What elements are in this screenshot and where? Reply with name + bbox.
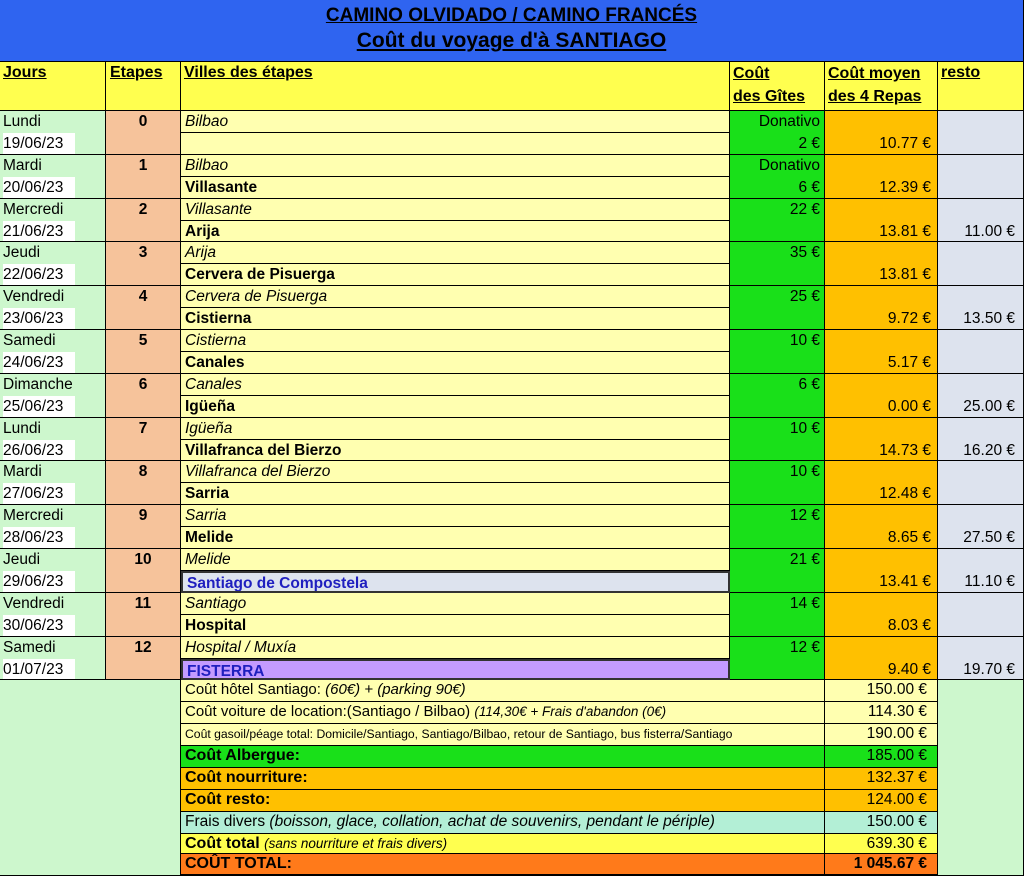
col-header-etapes: Etapes — [106, 62, 181, 111]
summary-albergue-amount: 185.00 € — [825, 746, 938, 768]
day-name: Mardi — [3, 463, 42, 480]
gite-note: Donativo — [758, 113, 820, 130]
gite-amount: 12 € — [789, 639, 820, 656]
summary-divers-text: Frais divers — [185, 813, 270, 830]
resto-cost: 11.00 € — [938, 199, 1024, 242]
summary-total-amount: 639.30 € — [825, 834, 938, 854]
day-date: 20/06/23 — [3, 177, 75, 199]
day-cell — [0, 155, 106, 199]
repas-cost: 8.65 € — [825, 505, 938, 549]
gite-amount: 6 € — [798, 376, 820, 393]
etape-number: 12 — [106, 637, 181, 680]
day-name: Vendredi — [3, 288, 65, 305]
day-cell — [0, 374, 106, 418]
summary-hotel-text: Coût hôtel Santiago: — [185, 681, 326, 698]
resto-cost: 27.50 € — [938, 505, 1024, 549]
city-from: Arija — [181, 242, 730, 264]
day-name: Jeudi — [3, 551, 41, 568]
sheet-title — [0, 0, 1024, 62]
day-cell — [0, 330, 106, 374]
gite-cost — [730, 155, 825, 199]
etape-number: 2 — [106, 199, 181, 242]
resto-cost: 11.10 € — [938, 549, 1024, 593]
summary-voiture-label — [181, 702, 825, 724]
resto-cost: 25.00 € — [938, 374, 1024, 418]
summary-total-text: Coût total — [185, 835, 265, 852]
day-name: Samedi — [3, 639, 56, 656]
city-from: Hospital / Muxía — [181, 637, 730, 659]
day-date: 22/06/23 — [3, 264, 75, 286]
col-header-repas-l1: Coût moyen — [828, 65, 921, 82]
summary-total-label — [181, 834, 825, 854]
city-from: Igüeña — [181, 418, 730, 440]
day-name: Mercredi — [3, 507, 64, 524]
city-to — [181, 133, 730, 155]
gite-cost — [730, 286, 825, 330]
city-to: Hospital — [181, 615, 730, 637]
day-name: Mardi — [3, 157, 42, 174]
etape-number: 7 — [106, 418, 181, 461]
city-from: Melide — [181, 549, 730, 571]
repas-cost: 9.72 € — [825, 286, 938, 330]
repas-cost: 5.17 € — [825, 330, 938, 374]
summary-voiture-detail: (114,30€ + Frais d'abandon (0€) — [474, 704, 667, 719]
day-name: Mercredi — [3, 201, 64, 218]
gite-cost — [730, 330, 825, 374]
day-cell — [0, 111, 106, 155]
summary-voiture-text: Coût voiture de location:(Santiago / Bilbao) — [185, 703, 475, 720]
gite-amount: 35 € — [789, 244, 820, 261]
summary-resto-amount: 124.00 € — [825, 790, 938, 812]
gite-amount: 12 € — [789, 507, 820, 524]
etape-number: 4 — [106, 286, 181, 330]
title-line-1: CAMINO OLVIDADO / CAMINO FRANCÉS — [325, 5, 698, 26]
city-from: Cistierna — [181, 330, 730, 352]
summary-right-filler — [938, 680, 1024, 876]
gite-amount: 10 € — [789, 463, 820, 480]
city-from: Canales — [181, 374, 730, 396]
city-from: Villafranca del Bierzo — [181, 461, 730, 483]
summary-hotel-detail: (60€) + (parking 90€) — [325, 681, 466, 698]
etape-number: 0 — [106, 111, 181, 155]
gite-amount: 10 € — [789, 420, 820, 437]
summary-divers-amount: 150.00 € — [825, 812, 938, 834]
title-line-2: Coût du voyage d'à SANTIAGO — [356, 29, 667, 52]
repas-cost: 13.81 € — [825, 242, 938, 286]
city-from: Santiago — [181, 593, 730, 615]
col-header-gites — [730, 62, 825, 111]
day-date: 01/07/23 — [3, 659, 75, 680]
gite-cost — [730, 242, 825, 286]
day-name: Vendredi — [3, 595, 65, 612]
city-to: Villasante — [181, 177, 730, 199]
etape-number: 11 — [106, 593, 181, 637]
gite-amount: 10 € — [789, 332, 820, 349]
etape-number: 10 — [106, 549, 181, 593]
repas-cost: 12.48 € — [825, 461, 938, 505]
summary-hotel-amount: 150.00 € — [825, 680, 938, 702]
col-header-gites-l2: des Gîtes — [733, 88, 806, 105]
gite-cost — [730, 637, 825, 680]
etape-number: 6 — [106, 374, 181, 418]
summary-total-detail: (sans nourriture et frais divers) — [264, 836, 448, 851]
gite-amount: 25 € — [789, 288, 820, 305]
etape-number: 9 — [106, 505, 181, 549]
resto-cost — [938, 330, 1024, 374]
resto-cost — [938, 593, 1024, 637]
summary-nourriture-label: Coût nourriture: — [181, 768, 825, 790]
city-to: Canales — [181, 352, 730, 374]
day-cell — [0, 286, 106, 330]
city-to: Santiago de Compostela — [181, 571, 730, 593]
gite-cost — [730, 199, 825, 242]
day-date: 21/06/23 — [3, 221, 75, 242]
city-from: Cervera de Pisuerga — [181, 286, 730, 308]
gite-amount: 22 € — [789, 201, 820, 218]
gite-amount: 2 € — [798, 135, 820, 152]
col-header-repas — [825, 62, 938, 111]
repas-cost: 10.77 € — [825, 111, 938, 155]
resto-cost — [938, 242, 1024, 286]
summary-grand-total-label: COÛT TOTAL: — [181, 854, 825, 876]
summary-voiture-amount: 114.30 € — [825, 702, 938, 724]
day-name: Jeudi — [3, 244, 41, 261]
day-cell — [0, 242, 106, 286]
day-name: Lundi — [3, 113, 41, 130]
repas-cost: 9.40 € — [825, 637, 938, 680]
summary-gasoil-label: Coût gasoil/péage total: Domicile/Santiago, Santiago/Bilbao, retour de Santiago, bus fisterra/Santiago — [181, 724, 825, 746]
summary-albergue-label: Coût Albergue: — [181, 746, 825, 768]
etape-number: 8 — [106, 461, 181, 505]
day-date: 25/06/23 — [3, 396, 75, 418]
gite-cost — [730, 549, 825, 593]
repas-cost: 8.03 € — [825, 593, 938, 637]
gite-cost — [730, 111, 825, 155]
city-from: Villasante — [181, 199, 730, 221]
summary-resto-label: Coût resto: — [181, 790, 825, 812]
etape-number: 3 — [106, 242, 181, 286]
city-to: Cistierna — [181, 308, 730, 330]
resto-cost — [938, 461, 1024, 505]
repas-cost: 14.73 € — [825, 418, 938, 461]
gite-amount: 14 € — [789, 595, 820, 612]
summary-divers-label — [181, 812, 825, 834]
gite-note: Donativo — [758, 157, 820, 174]
gite-cost — [730, 593, 825, 637]
city-to: Sarria — [181, 483, 730, 505]
day-date: 24/06/23 — [3, 352, 75, 374]
summary-gasoil-amount: 190.00 € — [825, 724, 938, 746]
summary-left-filler — [0, 680, 181, 876]
day-name: Dimanche — [3, 376, 73, 393]
col-header-jours: Jours — [0, 62, 106, 111]
day-cell — [0, 637, 106, 680]
city-to: FISTERRA — [181, 659, 730, 680]
col-header-villes: Villes des étapes — [181, 62, 730, 111]
col-header-repas-l2: des 4 Repas — [828, 88, 922, 105]
city-to: Villafranca del Bierzo — [181, 440, 730, 461]
etape-number: 1 — [106, 155, 181, 199]
day-cell — [0, 549, 106, 593]
resto-cost — [938, 111, 1024, 155]
summary-nourriture-amount: 132.37 € — [825, 768, 938, 790]
gite-cost — [730, 505, 825, 549]
day-cell — [0, 593, 106, 637]
repas-cost: 13.81 € — [825, 199, 938, 242]
day-date: 30/06/23 — [3, 615, 75, 637]
city-to: Arija — [181, 221, 730, 242]
day-date: 29/06/23 — [3, 571, 75, 593]
day-date: 26/06/23 — [3, 440, 75, 461]
resto-cost — [938, 155, 1024, 199]
resto-cost: 19.70 € — [938, 637, 1024, 680]
gite-cost — [730, 418, 825, 461]
city-to: Melide — [181, 527, 730, 549]
day-name: Samedi — [3, 332, 56, 349]
col-header-gites-l1: Coût — [733, 65, 770, 82]
repas-cost: 12.39 € — [825, 155, 938, 199]
day-date: 23/06/23 — [3, 308, 75, 330]
etape-number: 5 — [106, 330, 181, 374]
day-cell — [0, 199, 106, 242]
summary-divers-detail: (boisson, glace, collation, achat de souvenirs, pendant le périple) — [269, 813, 715, 830]
gite-amount: 21 € — [789, 551, 820, 568]
city-from: Bilbao — [181, 111, 730, 133]
city-from: Bilbao — [181, 155, 730, 177]
repas-cost: 13.41 € — [825, 549, 938, 593]
summary-grand-total-amount: 1 045.67 € — [825, 854, 938, 876]
day-cell — [0, 418, 106, 461]
day-date: 27/06/23 — [3, 483, 75, 505]
col-header-resto: resto — [938, 62, 1024, 111]
day-date: 19/06/23 — [3, 133, 75, 155]
resto-cost: 16.20 € — [938, 418, 1024, 461]
resto-cost: 13.50 € — [938, 286, 1024, 330]
day-cell — [0, 461, 106, 505]
day-name: Lundi — [3, 420, 41, 437]
gite-amount: 6 € — [798, 179, 820, 196]
day-cell — [0, 505, 106, 549]
city-to: Cervera de Pisuerga — [181, 264, 730, 286]
day-date: 28/06/23 — [3, 527, 75, 549]
city-from: Sarria — [181, 505, 730, 527]
gite-cost — [730, 374, 825, 418]
city-to: Igüeña — [181, 396, 730, 418]
repas-cost: 0.00 € — [825, 374, 938, 418]
gite-cost — [730, 461, 825, 505]
summary-hotel-label — [181, 680, 825, 702]
